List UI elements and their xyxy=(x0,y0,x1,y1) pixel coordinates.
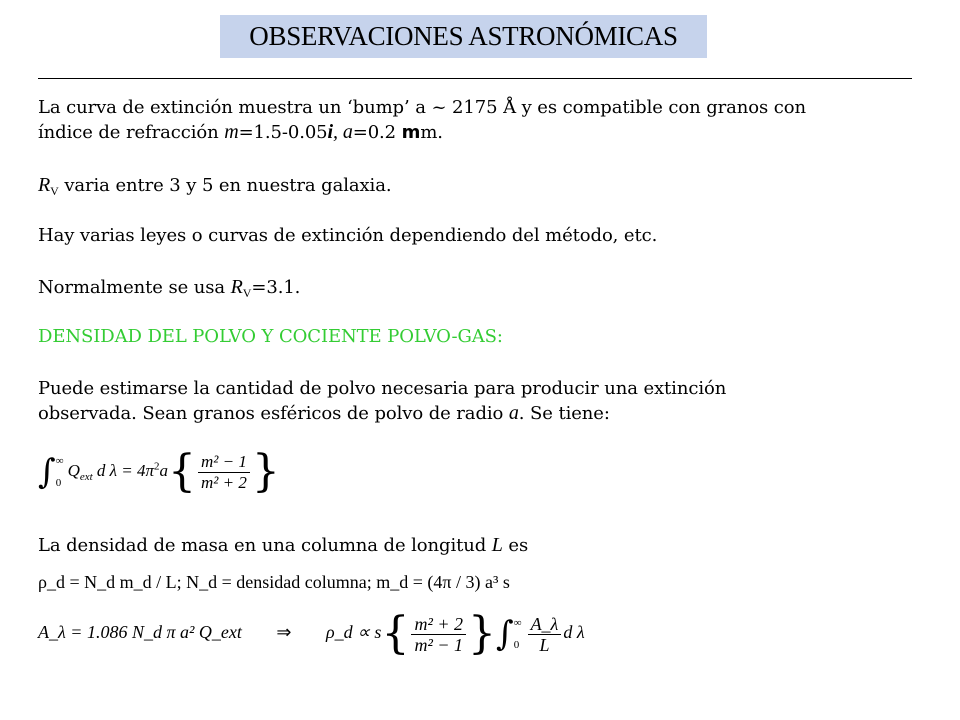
differential: d λ xyxy=(563,622,585,643)
text: varia entre 3 y 5 en nuestra galaxia. xyxy=(58,175,392,196)
implies-arrow: ⇒ xyxy=(276,622,292,643)
numerator: A_λ xyxy=(528,614,562,635)
left-brace: { xyxy=(168,446,197,497)
lower-limit: 0 xyxy=(55,477,62,489)
symbol-a: a xyxy=(159,460,169,480)
subscript-V: V xyxy=(50,184,59,198)
text: . Se tiene: xyxy=(518,403,610,424)
right-brace: } xyxy=(251,446,280,497)
text: es xyxy=(502,535,529,556)
equation-extinction xyxy=(38,608,585,659)
page-title: OBSERVACIONES ASTRONÓMICAS xyxy=(220,15,707,58)
integral-sign: ∫ xyxy=(496,614,514,654)
equation-density: ρ_d = N_d m_d / L; N_d = densidad columna; m_d = (4π / 3) a³ s xyxy=(38,572,510,592)
paragraph-rv-normal xyxy=(38,275,300,305)
equation-rhs: d λ = 4π xyxy=(96,460,155,480)
text: =3.1. xyxy=(251,277,301,298)
left-brace: { xyxy=(381,608,410,659)
symbol-i: i xyxy=(327,121,333,143)
paragraph-bump xyxy=(38,96,806,145)
symbol-L: L xyxy=(491,534,503,556)
symbol-R: R xyxy=(230,276,243,298)
symbol-mu: m xyxy=(401,122,421,143)
paragraph-rv-range xyxy=(38,173,391,203)
paragraph-estimate-line1: Puede estimarse la cantidad de polvo necesaria para producir una extinción xyxy=(38,378,727,399)
paragraph-mass-density xyxy=(38,533,528,558)
paragraph-laws: Hay varias leyes o curvas de extinción dependiendo del método, etc. xyxy=(38,225,658,246)
fraction-a-over-l xyxy=(528,614,562,655)
ext-subscript: ext xyxy=(79,470,93,483)
paragraph-bump-line2 xyxy=(38,120,806,145)
paragraph-bump-line1: La curva de extinción muestra un ‘bump’ a ~ 2175 Å y es compatible con granos con xyxy=(38,97,806,118)
numerator: m² + 2 xyxy=(411,614,466,635)
integral-limits xyxy=(514,612,522,656)
rho-proportional: ρ_d ∝ s xyxy=(325,622,382,643)
divider xyxy=(38,78,912,79)
symbol-m: m xyxy=(224,121,239,143)
integral-sign: ∫ xyxy=(38,452,56,492)
right-brace: } xyxy=(468,608,496,659)
integral-limits xyxy=(56,450,64,494)
q-symbol: Q xyxy=(67,460,80,480)
fraction xyxy=(411,614,466,655)
text: =0.2 xyxy=(352,122,402,143)
text: observada. Sean granos esféricos de polvo de radio xyxy=(38,403,509,424)
upper-limit: ∞ xyxy=(55,455,64,467)
extinction-lhs: A_λ = 1.086 N_d π a² Q_ext xyxy=(38,622,242,643)
denominator: L xyxy=(539,634,550,655)
text: Normalmente se usa xyxy=(38,277,231,298)
symbol-a: a xyxy=(342,121,353,143)
lower-limit: 0 xyxy=(513,639,520,651)
text: índice de refracción xyxy=(38,122,225,143)
symbol-R: R xyxy=(38,174,51,196)
superscript: 2 xyxy=(154,460,160,473)
upper-limit: ∞ xyxy=(513,617,522,629)
numerator: m² − 1 xyxy=(198,452,250,473)
paragraph-estimate xyxy=(38,377,726,426)
fraction xyxy=(198,452,250,493)
subscript-V: V xyxy=(242,286,252,300)
equation-integral-q xyxy=(38,446,280,497)
section-heading: DENSIDAD DEL POLVO Y COCIENTE POLVO-GAS: xyxy=(38,326,503,347)
paragraph-estimate-line2 xyxy=(38,401,726,426)
text: La densidad de masa en una columna de longitud xyxy=(38,535,492,556)
denominator: m² − 1 xyxy=(414,634,463,655)
symbol-a: a xyxy=(508,402,519,424)
text: m. xyxy=(420,122,443,143)
denominator: m² + 2 xyxy=(201,472,247,492)
text: , xyxy=(333,121,343,143)
text: =1.5-0.05 xyxy=(238,122,328,143)
